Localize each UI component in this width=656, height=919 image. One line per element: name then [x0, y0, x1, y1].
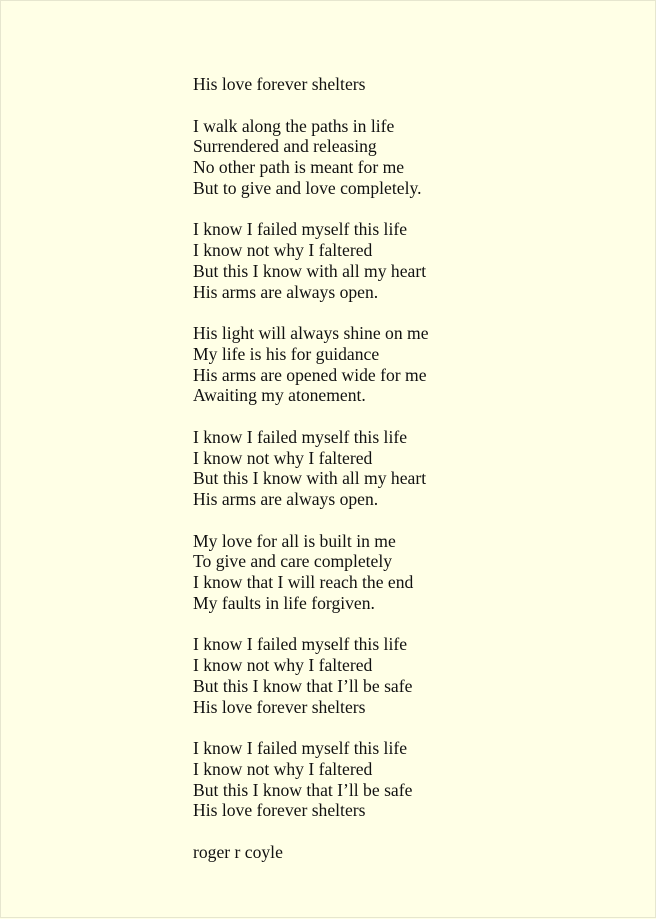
stanza-2	[193, 219, 613, 302]
poem-line: Surrendered and releasing	[193, 136, 377, 157]
poem-title: His love forever shelters	[193, 74, 366, 94]
poem-line: His light will always shine on me	[193, 323, 429, 343]
poem-line: But this I know with all my heart	[193, 468, 427, 489]
poem-line: But this I know that I’ll be safe	[193, 779, 413, 800]
poem-line: Awaiting my atonement.	[193, 385, 366, 406]
poem-line: But this I know with all my heart	[193, 260, 427, 281]
poem-line: I know I failed myself this life	[193, 219, 408, 240]
poem-line: His arms are always open.	[193, 489, 379, 509]
poem-line: I know I failed myself this life	[193, 634, 408, 655]
stanza-1	[193, 116, 613, 199]
poem-line: I know not why I faltered	[193, 655, 373, 675]
poem-line: My life is his for guidance	[193, 343, 380, 364]
poem-line: I know not why I faltered	[193, 447, 373, 468]
poem-author: roger r coyle	[193, 841, 283, 862]
stanza-4	[193, 427, 613, 510]
poem-line: I know that I will reach the end	[193, 572, 414, 592]
poem-line: But to give and love completely.	[193, 177, 422, 198]
poem-line: My faults in life forgiven.	[193, 592, 375, 613]
poem-line: His love forever shelters	[193, 800, 366, 821]
stanza-6	[193, 634, 613, 717]
poem-line: No other path is meant for me	[193, 157, 405, 177]
stanza-3	[193, 323, 613, 406]
poem	[193, 74, 613, 863]
poem-line: I know not why I faltered	[193, 240, 373, 260]
poem-line: But this I know that I’ll be safe	[193, 675, 413, 696]
stanza-5	[193, 531, 613, 614]
document-page	[1, 1, 656, 919]
stanza-7	[193, 738, 613, 821]
poem-line: His arms are opened wide for me	[193, 364, 427, 385]
poem-line: To give and care completely	[193, 551, 393, 572]
poem-line: I know not why I faltered	[193, 758, 373, 779]
poem-line: I walk along the paths in life	[193, 115, 395, 136]
poem-line: His love forever shelters	[193, 696, 366, 717]
poem-line: I know I failed myself this life	[193, 738, 408, 758]
poem-line: My love for all is built in me	[193, 530, 396, 551]
poem-line: I know I failed myself this life	[193, 426, 408, 447]
poem-line: His arms are always open.	[193, 281, 379, 302]
